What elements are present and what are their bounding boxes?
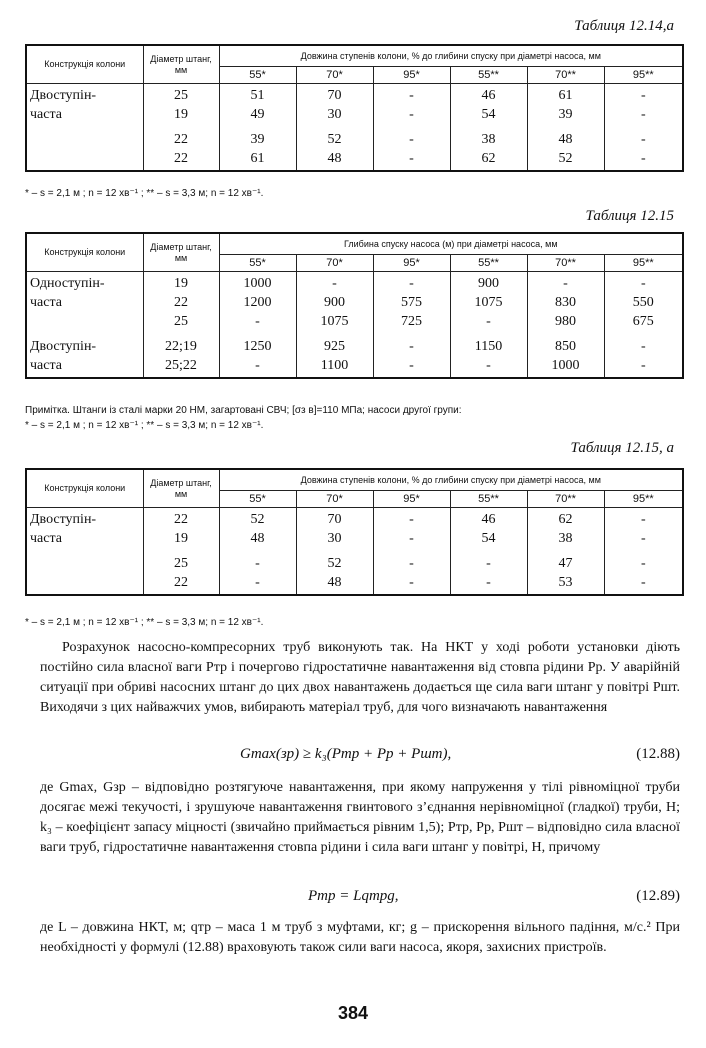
- table3-construction: Двоступін- часта: [26, 508, 143, 596]
- table3-col-95a: - - - -: [373, 508, 450, 596]
- table3-col-70a: 70 30 52 48: [296, 508, 373, 596]
- paragraph-1: Розрахунок насосно-компресорних труб виконують так. На НКТ у ході роботи установки діють постійно сила власної ваги Pтр і почергово гідростатичне навантаження від стовпа рідини Pр. У аварійній ситуації при обриві насосних штанг до цих двох навантажень додається ще сила ваги штанг у повітрі Pшт. Виходячи з цих найважчих умов, вибирають матеріал труб, для чого визначають навантаження: [40, 640, 680, 715]
- table1-sub: 70**: [527, 67, 604, 84]
- table1-sub: 55**: [450, 67, 527, 84]
- table1-col-span: Довжина ступенів колони, % до глибини спуску при діаметрі насоса, мм: [219, 45, 683, 67]
- table1-col-55a: 51 49 39 61: [219, 84, 296, 172]
- table1-note: * – s = 2,1 м ; n = 12 хв⁻¹ ; ** – s = 3,3 м; n = 12 хв⁻¹.: [25, 188, 264, 199]
- table3-col-95b: - - - -: [604, 508, 683, 596]
- page-number: 384: [337, 1003, 369, 1023]
- table2-construction: Одноступін- часта Двоступін- часта: [26, 272, 143, 379]
- table1-col-70a: 70 30 52 48: [296, 84, 373, 172]
- table2-sub: 55*: [219, 255, 296, 272]
- table2-col-70a: - 900 1075 925 1100: [296, 272, 373, 379]
- formula-12-88-number: (12.88): [636, 746, 680, 762]
- formula-12-88-expr: Gmax(зр) ≥ k₃(Pтр + Pр + Pшт),: [240, 746, 452, 762]
- table2-sub: 70*: [296, 255, 373, 272]
- table3-col-diameter: Діаметр штанг, мм: [143, 469, 219, 508]
- table3-sub: 70**: [527, 491, 604, 508]
- formula-12-88: [40, 746, 680, 768]
- table3-diameter-cells: 22 19 25 22: [143, 508, 219, 596]
- table3: [25, 468, 684, 596]
- table2-note-1: Примітка. Штанги із сталі марки 20 НМ, загартовані СВЧ; [σз в]=110 МПа; насоси другої групи:: [25, 405, 462, 416]
- table3-caption: Таблиця 12.15, а: [570, 440, 674, 456]
- table2-col-55a: 1000 1200 - 1250 -: [219, 272, 296, 379]
- table1-col-95a: - - - -: [373, 84, 450, 172]
- table1-caption: Таблиця 12.14,а: [574, 18, 674, 34]
- table2-diameter-cells: 19 22 25 22;19 25;22: [143, 272, 219, 379]
- table2-sub: 95*: [373, 255, 450, 272]
- table1-sub: 95*: [373, 67, 450, 84]
- table3-sub: 55**: [450, 491, 527, 508]
- table2-col-70b: - 830 980 850 1000: [527, 272, 604, 379]
- table3-sub: 95*: [373, 491, 450, 508]
- table3-sub: 95**: [604, 491, 683, 508]
- table1-sub: 95**: [604, 67, 683, 84]
- table3-col-construction: Конструкція колони: [26, 469, 143, 508]
- formula-12-89-number: (12.89): [636, 888, 680, 904]
- table1-col-70b: 61 39 48 52: [527, 84, 604, 172]
- table3-sub: 70*: [296, 491, 373, 508]
- table2-col-construction: Конструкція колони: [26, 233, 143, 272]
- table1-body: [26, 84, 683, 172]
- table3-col-span: Довжина ступенів колони, % до глибини спуску при діаметрі насоса, мм: [219, 469, 683, 491]
- table1: [25, 44, 684, 172]
- table2-body: [26, 272, 683, 379]
- table2-col-55b: 900 1075 - 1150 -: [450, 272, 527, 379]
- table2-sub: 95**: [604, 255, 683, 272]
- table3-col-70b: 62 38 47 53: [527, 508, 604, 596]
- formula-12-89: [40, 888, 680, 910]
- table1-col-diameter: Діаметр штанг, мм: [143, 45, 219, 84]
- table1-diameter-cells: 25 19 22 22: [143, 84, 219, 172]
- table3-col-55a: 52 48 - -: [219, 508, 296, 596]
- table2-col-diameter: Діаметр штанг, мм: [143, 233, 219, 272]
- table2-caption: Таблиця 12.15: [585, 208, 674, 224]
- table1-sub: 55*: [219, 67, 296, 84]
- table2-sub: 70**: [527, 255, 604, 272]
- table3-col-55b: 46 54 - -: [450, 508, 527, 596]
- table2: [25, 232, 684, 379]
- table2-col-95b: - 550 675 - -: [604, 272, 683, 379]
- table3-body: [26, 508, 683, 596]
- paragraph-2: де Gmax, Gзр – відповідно розтягуюче навантаження, при якому напруження у тілі рівноміцної труби досягає межі текучості, і зрушуюче навантаження гвинтового з’єднання нерівноміцної (гладкої) труби, Н; k₃ – коефіцієнт запасу міцності (звичайно приймається рівним 1,5); Pтр, Pр, Pшт – відповідно сила власної ваги труб, гідростатичне навантаження стовпа рідини і сила ваги штанг у повітрі, Н, причому: [40, 780, 680, 855]
- table2-note-2: * – s = 2,1 м ; n = 12 хв⁻¹ ; ** – s = 3,3 м; n = 12 хв⁻¹.: [25, 420, 264, 431]
- table1-construction: Двоступін- часта: [26, 84, 143, 172]
- table1-sub: 70*: [296, 67, 373, 84]
- paragraph-3: де L – довжина НКТ, м; qтр – маса 1 м труб з муфтами, кг; g – прискорення вільного падіння, м/с.² При необхідності у формулі (12.88) враховують також сили ваги насоса, якоря, захисних пристроїв.: [40, 920, 680, 955]
- table1-col-95b: - - - -: [604, 84, 683, 172]
- table3-sub: 55*: [219, 491, 296, 508]
- table3-note: * – s = 2,1 м ; n = 12 хв⁻¹ ; ** – s = 3,3 м; n = 12 хв⁻¹.: [25, 617, 264, 628]
- formula-12-89-expr: Pтр = Lqтрg,: [308, 888, 399, 904]
- table1-col-construction: Конструкція колони: [26, 45, 143, 84]
- table2-col-span: Глибина спуску насоса (м) при діаметрі насоса, мм: [219, 233, 683, 255]
- table1-col-55b: 46 54 38 62: [450, 84, 527, 172]
- table2-col-95a: - 575 725 - -: [373, 272, 450, 379]
- table2-sub: 55**: [450, 255, 527, 272]
